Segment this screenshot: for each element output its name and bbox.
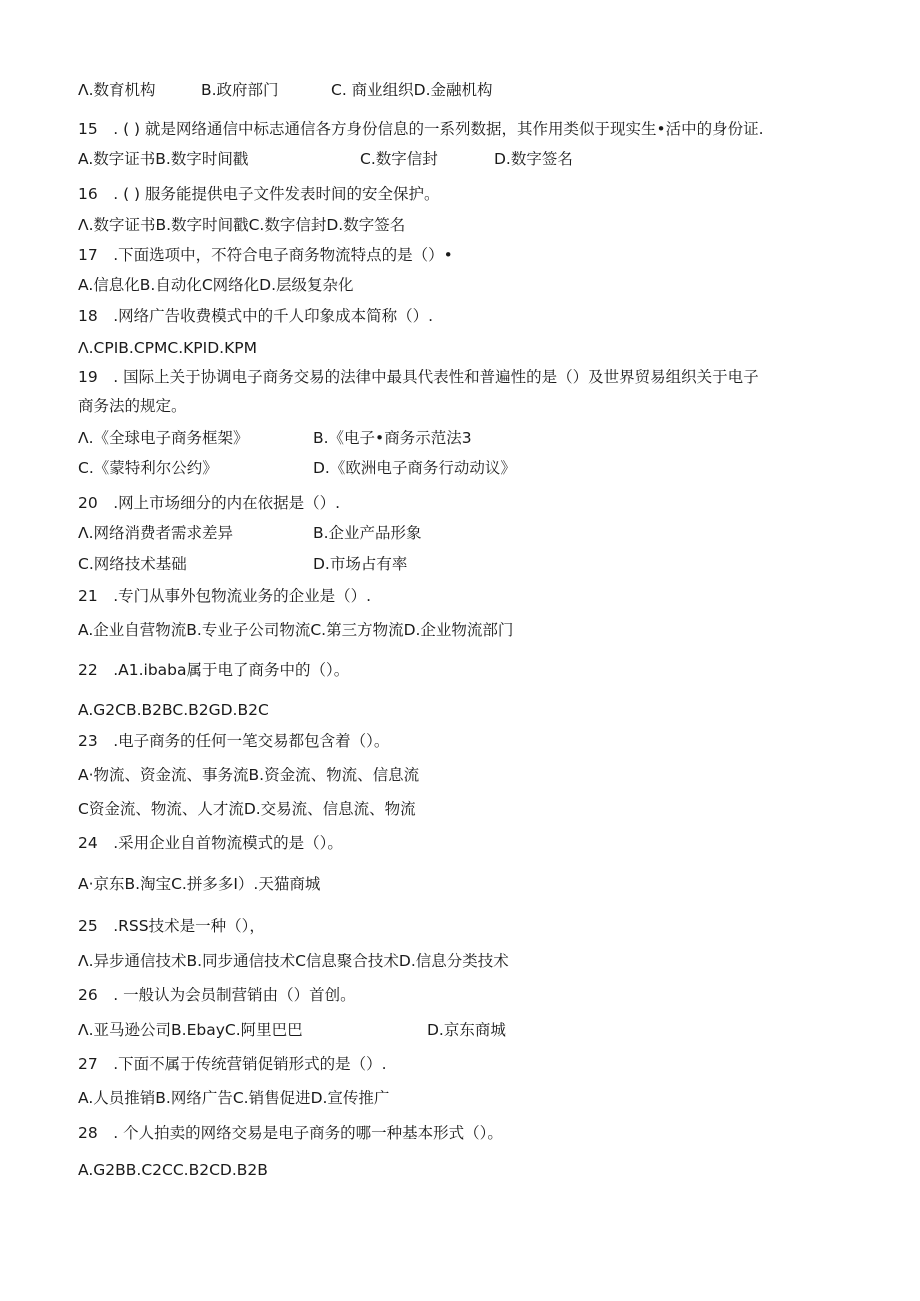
text-line-26-seg-0: Λ.异步通信技术B.同步通信技术C信息聚合技术D.信息分类技术 — [78, 952, 509, 970]
text-line-9-seg-0: 19 . 国际上关于协调电子商务交易的法律中最具代表性和普遍性的是（）及世界贸易组织关于电子 — [78, 368, 759, 386]
text-line-23-seg-0: 24 .采用企业自首物流模式的是（）。 — [78, 834, 343, 852]
text-line-0-seg-0: Λ.数育机构 — [78, 81, 156, 99]
text-line-0-seg-1: B.政府部门 — [201, 81, 279, 99]
text-line-14-seg-0: Λ.网络消费者需求差异 — [78, 524, 234, 542]
text-line-24-seg-0: A·京东B.淘宝C.拼多多I）.天猫商城 — [78, 875, 321, 893]
text-line-11-seg-0: Λ.《全球电子商务框架》 — [78, 429, 249, 447]
text-line-10-seg-0: 商务法的规定。 — [78, 397, 187, 415]
text-line-18-seg-0: 22 .A1.ibaba属于电了商务中的（）。 — [78, 661, 350, 679]
text-line-32-seg-0: A.G2BB.C2CC.B2CD.B2B — [78, 1161, 268, 1179]
text-line-28-seg-1: D.京东商城 — [427, 1021, 506, 1039]
text-line-30-seg-0: A.人员推销B.网络广告C.销售促进D.宣传推广 — [78, 1089, 390, 1107]
text-line-22-seg-0: C资金流、物流、人才流D.交易流、信息流、物流 — [78, 800, 416, 818]
text-line-5-seg-0: 17 .下面选项中，不符合电子商务物流特点的是（）• — [78, 246, 453, 264]
text-line-4-seg-0: Λ.数字证书B.数字时间戳C.数字信封D.数字签名 — [78, 216, 406, 234]
text-line-0-seg-2: C. 商业组织D.金融机构 — [331, 81, 493, 99]
text-line-12-seg-0: C.《蒙特利尔公约》 — [78, 459, 218, 477]
text-line-19-seg-0: A.G2CB.B2BC.B2GD.B2C — [78, 701, 269, 719]
text-line-31-seg-0: 28 . 个人拍卖的网络交易是电子商务的哪一种基本形式（）。 — [78, 1124, 503, 1142]
text-line-28-seg-0: Λ.亚马逊公司B.EbayC.阿里巴巴 — [78, 1021, 303, 1039]
text-line-2-seg-0: A.数字证书B.数字时间戳 — [78, 150, 249, 168]
text-line-21-seg-0: A·物流、资金流、事务流B.资金流、物流、信息流 — [78, 766, 420, 784]
text-line-15-seg-0: C.网络技术基础 — [78, 555, 187, 573]
text-line-25-seg-0: 25 .RSS技术是一种（）， — [78, 917, 265, 935]
text-line-13-seg-0: 20 .网上市场细分的内在依据是（）. — [78, 494, 341, 512]
text-line-8-seg-0: Λ.CPIB.CPMC.KPID.KPM — [78, 339, 257, 357]
text-line-17-seg-0: A.企业自营物流B.专业子公司物流C.第三方物流D.企业物流部门 — [78, 621, 514, 639]
text-line-6-seg-0: A.信息化B.自动化C网络化D.层级复杂化 — [78, 276, 354, 294]
text-line-20-seg-0: 23 .电子商务的任何一笔交易都包含着（）。 — [78, 732, 390, 750]
text-line-2-seg-2: D.数字签名 — [494, 150, 573, 168]
text-line-11-seg-1: B.《电子•商务示范法3 — [313, 429, 472, 447]
text-line-12-seg-1: D.《欧洲电子商务行动动议》 — [313, 459, 516, 477]
text-line-14-seg-1: B.企业产品形象 — [313, 524, 422, 542]
text-line-7-seg-0: 18 .网络广告收费模式中的千人印象成本简称（）. — [78, 307, 434, 325]
text-line-16-seg-0: 21 .专门从事外包物流业务的企业是（）. — [78, 587, 372, 605]
text-line-27-seg-0: 26 . 一般认为会员制营销由（）首创。 — [78, 986, 356, 1004]
text-line-15-seg-1: D.市场占有率 — [313, 555, 408, 573]
text-line-1-seg-0: 15 . ( ) 就是网络通信中标志通信各方身份信息的一系列数据，其作用类似于现实生•活中的身份证. — [78, 120, 764, 138]
text-line-29-seg-0: 27 .下面不属于传统营销促销形式的是（）. — [78, 1055, 387, 1073]
text-line-2-seg-1: C.数字信封 — [360, 150, 438, 168]
text-line-3-seg-0: 16 . ( ) 服务能提供电子文件发表时间的安全保护。 — [78, 185, 440, 203]
